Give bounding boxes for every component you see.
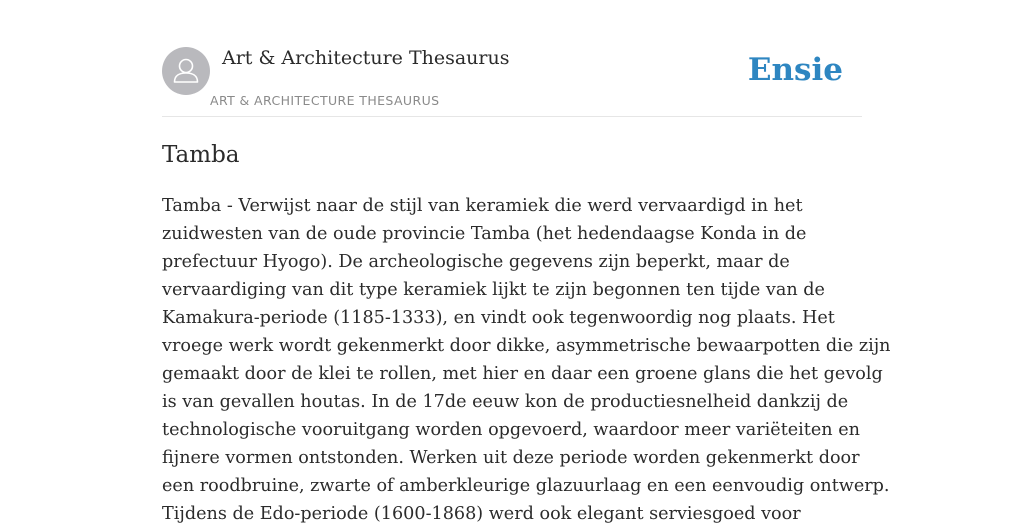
definition-line: fijnere vormen ontstonden. Werken uit deze periode worden gekenmerkt door [162,448,860,468]
brand-logo[interactable]: Ensie [747,52,843,88]
source-avatar[interactable] [162,47,210,95]
definition-line: technologische vooruitgang worden opgevoerd, waardoor meer variëteiten en [162,420,860,440]
source-title[interactable]: Art & Architecture Thesaurus [222,47,510,69]
source-subtitle[interactable]: ART & ARCHITECTURE THESAURUS [210,93,440,108]
definition-line: vervaardiging van dit type keramiek lijkt te zijn begonnen ten tijde van de [162,280,825,300]
definition-line: zuidwesten van de oude provincie Tamba (het hedendaagse Konda in de [162,224,807,244]
definition-line: is van gevallen houtas. In de 17de eeuw kon de productiesnelheid dankzij de [162,392,849,412]
definition-line: gemaakt door de klei te rollen, met hier en daar een groene glans die het gevolg [162,364,883,384]
user-icon [162,47,210,95]
definition-line: vroege werk wordt gekenmerkt door dikke, asymmetrische bewaarpotten die zijn [162,336,891,356]
source-header [162,46,862,117]
definition-line: Tijdens de Edo-periode (1600-1868) werd ook elegant serviesgoed voor [162,504,801,524]
term-title: Tamba [162,142,240,168]
definition-line: Kamakura-periode (1185-1333), en vindt ook tegenwoordig nog plaats. Het [162,308,835,328]
definition-line: een roodbruine, zwarte of amberkleurige glazuurlaag en een eenvoudig ontwerp. [162,476,890,496]
definition-line: prefectuur Hyogo). De archeologische gegevens zijn beperkt, maar de [162,252,790,272]
definition-line: Tamba - Verwijst naar de stijl van keramiek die werd vervaardigd in het [162,196,803,216]
definition-text [162,192,891,528]
